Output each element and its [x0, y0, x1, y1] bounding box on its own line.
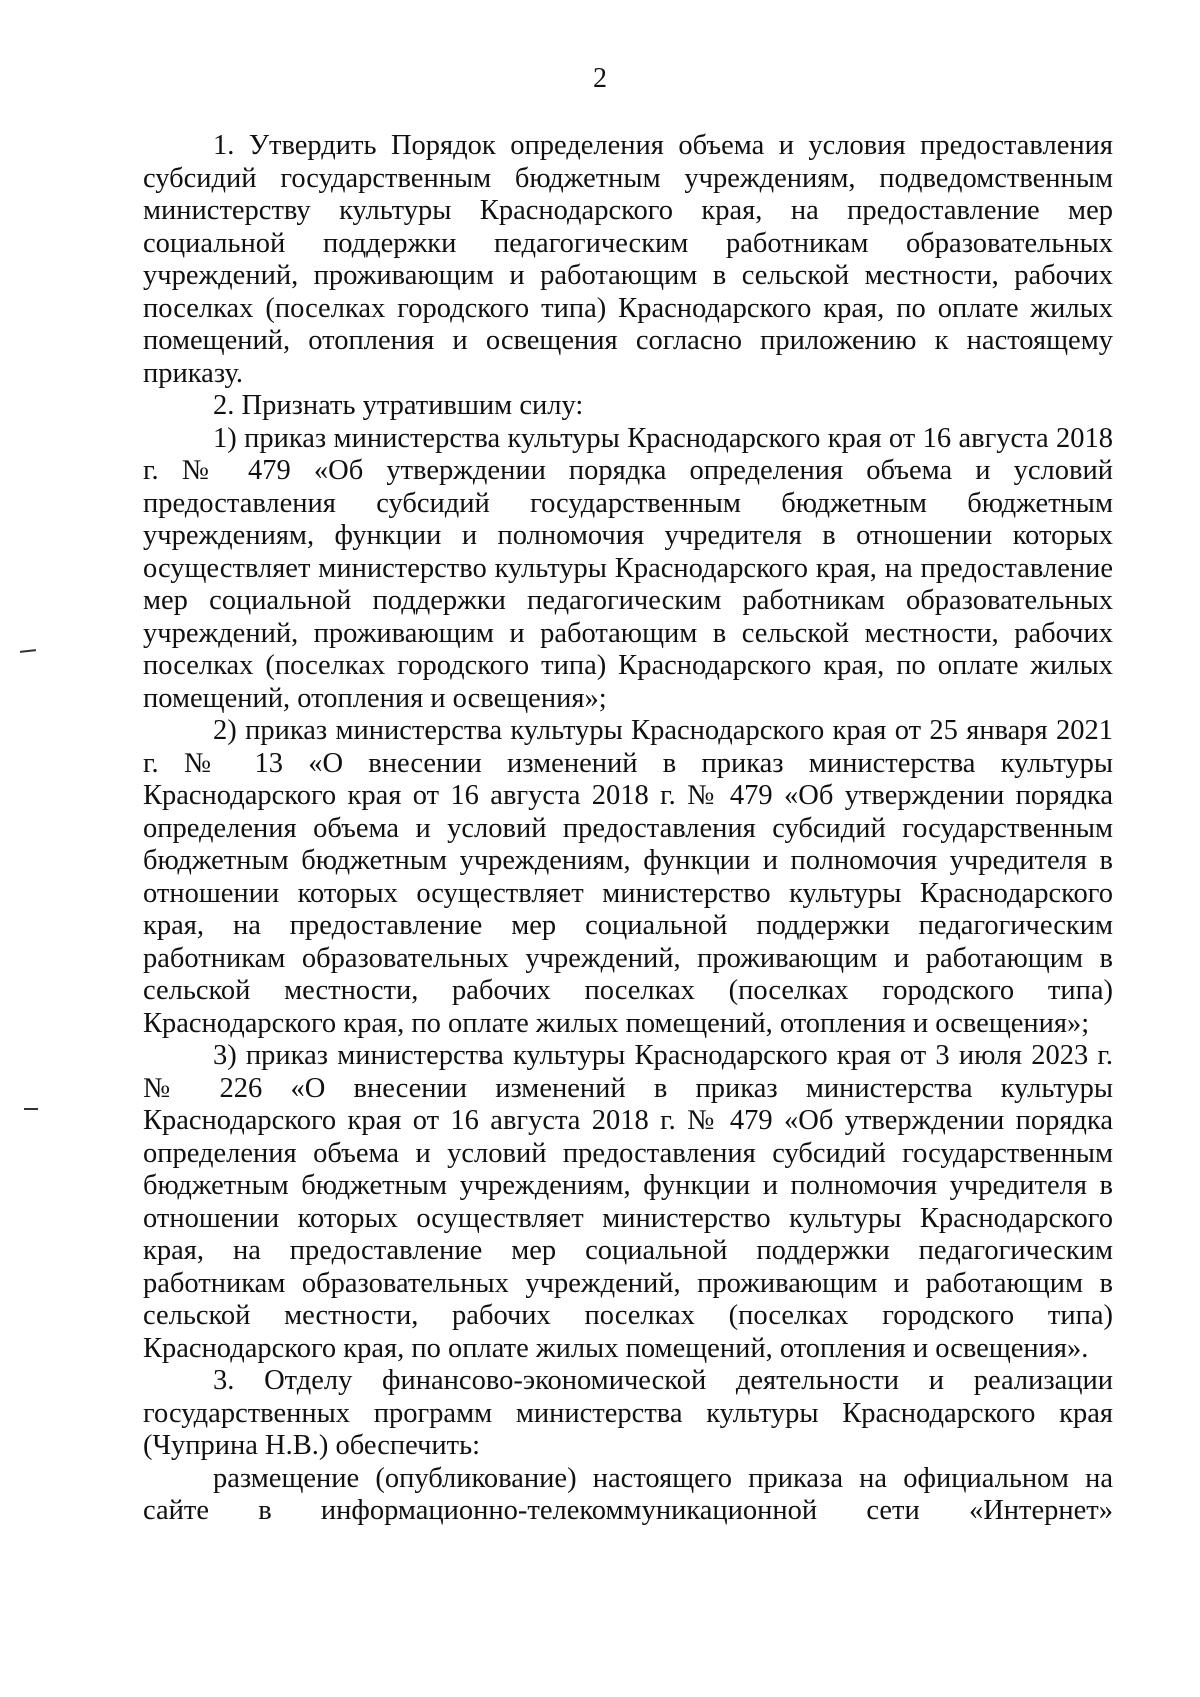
- paragraph-3-department-ensure: 3. Отделу финансово-экономической деятельности и реализации государственных программ министерства культуры Краснодарского края (Чуприна Н.В.) обеспечить:: [143, 1365, 1113, 1461]
- document-body: [143, 130, 1113, 1528]
- paragraph-1-approve-procedure: 1. Утвердить Порядок определения объема и условия предоставления субсидий государственным бюджетным учреждениям, подведомственным министерству культуры Краснодарского края, на предоставление мер социальной поддержки педагогическим работникам образовательных учреждений, проживающим и работающим в сельской местности, рабочих поселках (поселках городского типа) Краснодарского края, по оплате жилых помещений, отопления и освещения согласно приложению к настоящему приказу.: [143, 130, 1113, 389]
- paragraph-2-item-3: 3) приказ министерства культуры Краснодарского края от 3 июля 2023 г. № 226 «О внесении изменений в приказ министерства культуры Краснодарского края от 16 августа 2018 г. № 479 «Об утверждении порядка определения объема и условий предоставления субсидий государственным бюджетным бюджетным учреждениям, функции и полномочия учредителя в отношении которых осуществляет министерство культуры Краснодарского края, на предоставление мер социальной поддержки педагогическим работникам образовательных учреждений, проживающим и работающим в сельской местности, рабочих поселках (поселках городского типа) Краснодарского края, по оплате жилых помещений, отопления и освещения».: [143, 1040, 1113, 1364]
- paragraph-2-repeal-heading: 2. Признать утратившим силу:: [213, 390, 584, 421]
- paragraph-3-publication: размещение (опубликование) настоящего приказа на официальном на сайте в информационно-телекоммуникационной сети «Интернет»: [143, 1462, 1113, 1526]
- paragraph-2-item-2: 2) приказ министерства культуры Краснодарского края от 25 января 2021 г. № 13 «О внесении изменений в приказ министерства культуры Краснодарского края от 16 августа 2018 г. № 479 «Об утверждении порядка определения объема и условий предоставления субсидий государственным бюджетным бюджетным учреждениям, функции и полномочия учредителя в отношении которых осуществляет министерство культуры Краснодарского края, на предоставление мер социальной поддержки педагогическим работникам образовательных учреждений, проживающим и работающим в сельской местности, рабочих поселках (поселках городского типа) Краснодарского края, по оплате жилых помещений, отопления и освещения»;: [143, 715, 1113, 1039]
- scan-mark: [20, 649, 36, 653]
- paragraph-2-item-1: 1) приказ министерства культуры Краснодарского края от 16 августа 2018 г. № 479 «Об утверждении порядка определения объема и условий предоставления субсидий государственным бюджетным бюджетным учреждениям, функции и полномочия учредителя в отношении которых осуществляет министерство культуры Краснодарского края, на предоставление мер социальной поддержки педагогическим работникам образовательных учреждений, проживающим и работающим в сельской местности, рабочих поселках (поселках городского типа) Краснодарского края, по оплате жилых помещений, отопления и освещения»;: [143, 422, 1113, 714]
- scan-mark: [24, 1108, 38, 1110]
- page-number: 2: [593, 63, 607, 94]
